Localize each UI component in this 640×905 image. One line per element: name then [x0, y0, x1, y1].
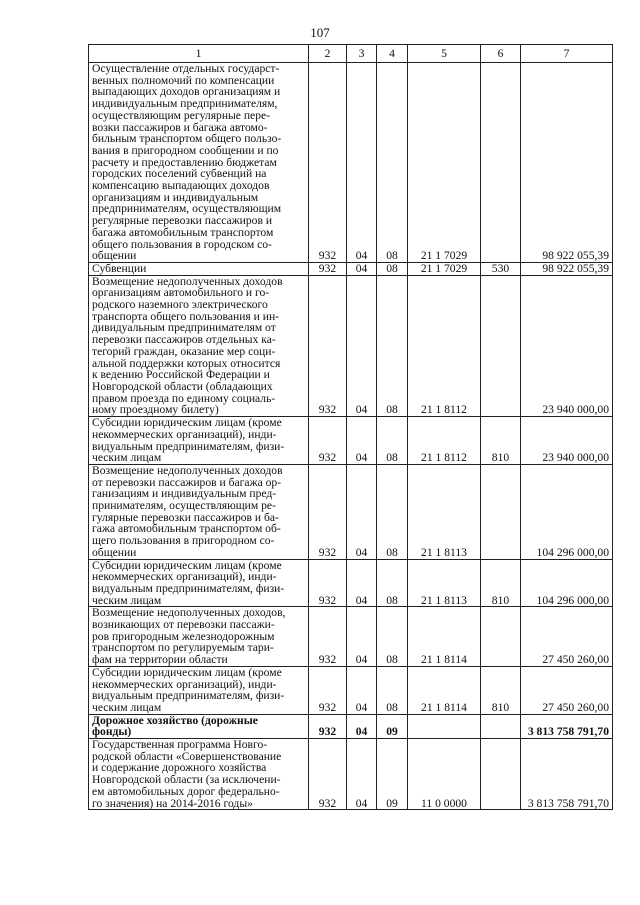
- section-code: 04: [347, 464, 377, 559]
- description-line: Субсидии юридическим лицам (кроме: [92, 416, 282, 430]
- description-line: перевозки пассажиров отдельных ка-: [92, 333, 276, 347]
- expense-type-code: [481, 714, 521, 738]
- target-article-code: 21 1 8114: [408, 607, 481, 667]
- description-line: индивидуальным предпринимателям,: [92, 97, 278, 111]
- expense-type-code: 530: [481, 262, 521, 275]
- description-line: расчету и предоставлению бюджетам: [92, 155, 277, 169]
- subsection-code: 08: [377, 63, 408, 263]
- ministry-code: 932: [309, 666, 347, 714]
- expense-type-code: [481, 739, 521, 810]
- ministry-code: 932: [309, 262, 347, 275]
- amount: 98 922 055,39: [521, 63, 613, 263]
- target-article-code: [408, 714, 481, 738]
- table-row: [89, 417, 613, 465]
- header-row: [89, 45, 613, 63]
- table-row: [89, 559, 613, 607]
- description-line: Возмещение недополученных доходов,: [92, 606, 286, 620]
- subsection-code: 09: [377, 714, 408, 738]
- description-line: бильным транспортом общего пользо-: [92, 132, 282, 146]
- description-line: общего пользования в городском со-: [92, 237, 272, 251]
- amount: 3 813 758 791,70: [521, 739, 613, 810]
- target-article-code: 21 1 8113: [408, 559, 481, 607]
- description-line: регулярные перевозки пассажиров и: [92, 214, 273, 228]
- description-line: Новгородской области (обладающих: [92, 379, 273, 393]
- table-row: [89, 262, 613, 275]
- description-line: щего пользования в пригородном со-: [92, 534, 275, 548]
- ministry-code: 932: [309, 607, 347, 667]
- expense-type-code: 810: [481, 417, 521, 465]
- table-row: [89, 714, 613, 738]
- table-row: [89, 739, 613, 810]
- row-description: [89, 63, 309, 263]
- amount: 104 296 000,00: [521, 559, 613, 607]
- row-description: [89, 262, 309, 275]
- target-article-code: 21 1 8114: [408, 666, 481, 714]
- ministry-code: 932: [309, 275, 347, 416]
- expense-type-code: [481, 607, 521, 667]
- ministry-code: 932: [309, 559, 347, 607]
- target-article-code: 11 0 0000: [408, 739, 481, 810]
- section-code: 04: [347, 63, 377, 263]
- row-description: [89, 666, 309, 714]
- expense-type-code: [481, 275, 521, 416]
- expense-type-code: [481, 63, 521, 263]
- section-code: 04: [347, 739, 377, 810]
- description-line: общении: [92, 249, 137, 263]
- description-line: альной поддержки которых относится: [92, 356, 281, 370]
- amount: 27 450 260,00: [521, 607, 613, 667]
- description-line: тегорий граждан, оказание мер соци-: [92, 344, 276, 358]
- description-line: фонды): [92, 725, 132, 739]
- column-header: 5: [408, 45, 481, 63]
- description-line: Государственная программа Новго-: [92, 738, 268, 752]
- expense-type-code: 810: [481, 666, 521, 714]
- description-line: фам на территории области: [92, 653, 228, 667]
- column-header: 2: [309, 45, 347, 63]
- description-line: ческим лицам: [92, 700, 162, 714]
- description-line: и содержание дорожного хозяйства: [92, 761, 267, 775]
- description-line: предпринимателям, осуществляющим: [92, 202, 282, 216]
- description-line: городских поселений субвенций на: [92, 167, 267, 181]
- description-line: го значения) на 2014-2016 годы»: [92, 796, 253, 810]
- ministry-code: 932: [309, 714, 347, 738]
- row-description: [89, 464, 309, 559]
- ministry-code: 932: [309, 417, 347, 465]
- description-line: некоммерческих организаций), инди-: [92, 427, 277, 441]
- description-line: общении: [92, 545, 137, 559]
- description-line: гажа автомобильным транспортом об-: [92, 522, 281, 536]
- row-description: [89, 739, 309, 810]
- ministry-code: 932: [309, 63, 347, 263]
- column-header: 3: [347, 45, 377, 63]
- column-header: 6: [481, 45, 521, 63]
- subsection-code: 09: [377, 739, 408, 810]
- description-line: ному проездному билету): [92, 403, 219, 417]
- row-description: [89, 275, 309, 416]
- ministry-code: 932: [309, 739, 347, 810]
- page-number: 107: [310, 25, 330, 40]
- description-line: багажа автомобильным транспортом: [92, 225, 274, 239]
- description-line: к ведению Российской Федерации и: [92, 368, 270, 382]
- description-line: правом проезда по единому социаль-: [92, 391, 276, 405]
- description-line: видуальным предпринимателям, физи-: [92, 689, 285, 703]
- section-code: 04: [347, 275, 377, 416]
- description-line: транспорта общего пользования и ин-: [92, 309, 280, 323]
- description-line: некоммерческих организаций), инди-: [92, 570, 277, 584]
- description-line: видуальным предпринимателям, физи-: [92, 581, 285, 595]
- subsection-code: 08: [377, 262, 408, 275]
- expense-type-code: [481, 464, 521, 559]
- description-line: Субсидии юридическим лицам (кроме: [92, 665, 282, 679]
- section-code: 04: [347, 607, 377, 667]
- table-row: [89, 666, 613, 714]
- amount: 27 450 260,00: [521, 666, 613, 714]
- description-line: вания в пригородном сообщении и по: [92, 143, 279, 157]
- description-line: Возмещение недополученных доходов: [92, 274, 283, 288]
- subsection-code: 08: [377, 607, 408, 667]
- target-article-code: 21 1 8112: [408, 275, 481, 416]
- description-line: Возмещение недополученных доходов: [92, 463, 283, 477]
- table-row: [89, 464, 613, 559]
- row-description: [89, 607, 309, 667]
- description-line: организациям и индивидуальным: [92, 190, 259, 204]
- description-line: Осуществление отдельных государст-: [92, 62, 280, 75]
- description-line: ров пригородным железнодорожным: [92, 629, 275, 643]
- column-header: 1: [89, 45, 309, 63]
- subsection-code: 08: [377, 666, 408, 714]
- target-article-code: 21 1 7029: [408, 262, 481, 275]
- table-body: [89, 63, 613, 810]
- description-line: ческим лицам: [92, 593, 162, 607]
- table-row: [89, 63, 613, 263]
- description-line: ческим лицам: [92, 451, 162, 465]
- target-article-code: 21 1 8112: [408, 417, 481, 465]
- column-header: 7: [521, 45, 613, 63]
- description-line: Дорожное хозяйство (дорожные: [92, 713, 258, 727]
- description-line: осуществляющим регулярные пере-: [92, 108, 271, 122]
- description-line: ем автомобильных дорог федерально-: [92, 784, 280, 798]
- description-line: от перевозки пассажиров и багажа ор-: [92, 475, 282, 489]
- description-line: Субсидии юридическим лицам (кроме: [92, 558, 282, 572]
- description-line: дивидуальным предпринимателям от: [92, 321, 276, 335]
- description-line: родского наземного электрического: [92, 298, 268, 312]
- description-line: возки пассажиров и багажа автомо-: [92, 120, 268, 134]
- description-line: Субвенции: [92, 261, 147, 275]
- row-description: [89, 714, 309, 738]
- budget-table: [88, 44, 613, 810]
- description-line: венных полномочий по компенсации: [92, 73, 275, 87]
- amount: 23 940 000,00: [521, 417, 613, 465]
- target-article-code: 21 1 8113: [408, 464, 481, 559]
- description-line: выпадающих доходов организациям и: [92, 85, 281, 99]
- amount: 23 940 000,00: [521, 275, 613, 416]
- amount: 104 296 000,00: [521, 464, 613, 559]
- description-line: видуальным предпринимателям, физи-: [92, 439, 285, 453]
- row-description: [89, 559, 309, 607]
- description-line: компенсацию выпадающих доходов: [92, 179, 270, 193]
- section-code: 04: [347, 262, 377, 275]
- table-row: [89, 275, 613, 416]
- column-header: 4: [377, 45, 408, 63]
- subsection-code: 08: [377, 275, 408, 416]
- description-line: Новгородской области (за исключени-: [92, 773, 281, 787]
- section-code: 04: [347, 714, 377, 738]
- ministry-code: 932: [309, 464, 347, 559]
- section-code: 04: [347, 559, 377, 607]
- description-line: некоммерческих организаций), инди-: [92, 677, 277, 691]
- subsection-code: 08: [377, 417, 408, 465]
- target-article-code: 21 1 7029: [408, 63, 481, 263]
- table-row: [89, 607, 613, 667]
- description-line: ганизациям и индивидуальным пред-: [92, 487, 277, 501]
- amount: 98 922 055,39: [521, 262, 613, 275]
- description-line: возникающих от перевозки пассажи-: [92, 618, 275, 632]
- amount: 3 813 758 791,70: [521, 714, 613, 738]
- row-description: [89, 417, 309, 465]
- subsection-code: 08: [377, 464, 408, 559]
- expense-type-code: 810: [481, 559, 521, 607]
- section-code: 04: [347, 666, 377, 714]
- description-line: гулярные перевозки пассажиров и ба-: [92, 510, 279, 524]
- subsection-code: 08: [377, 559, 408, 607]
- description-line: организациям автомобильного и го-: [92, 286, 270, 300]
- section-code: 04: [347, 417, 377, 465]
- description-line: транспортом по регулируемым тари-: [92, 641, 274, 655]
- description-line: принимателям, осуществляющим ре-: [92, 499, 276, 513]
- description-line: родской области «Совершенствование: [92, 749, 282, 763]
